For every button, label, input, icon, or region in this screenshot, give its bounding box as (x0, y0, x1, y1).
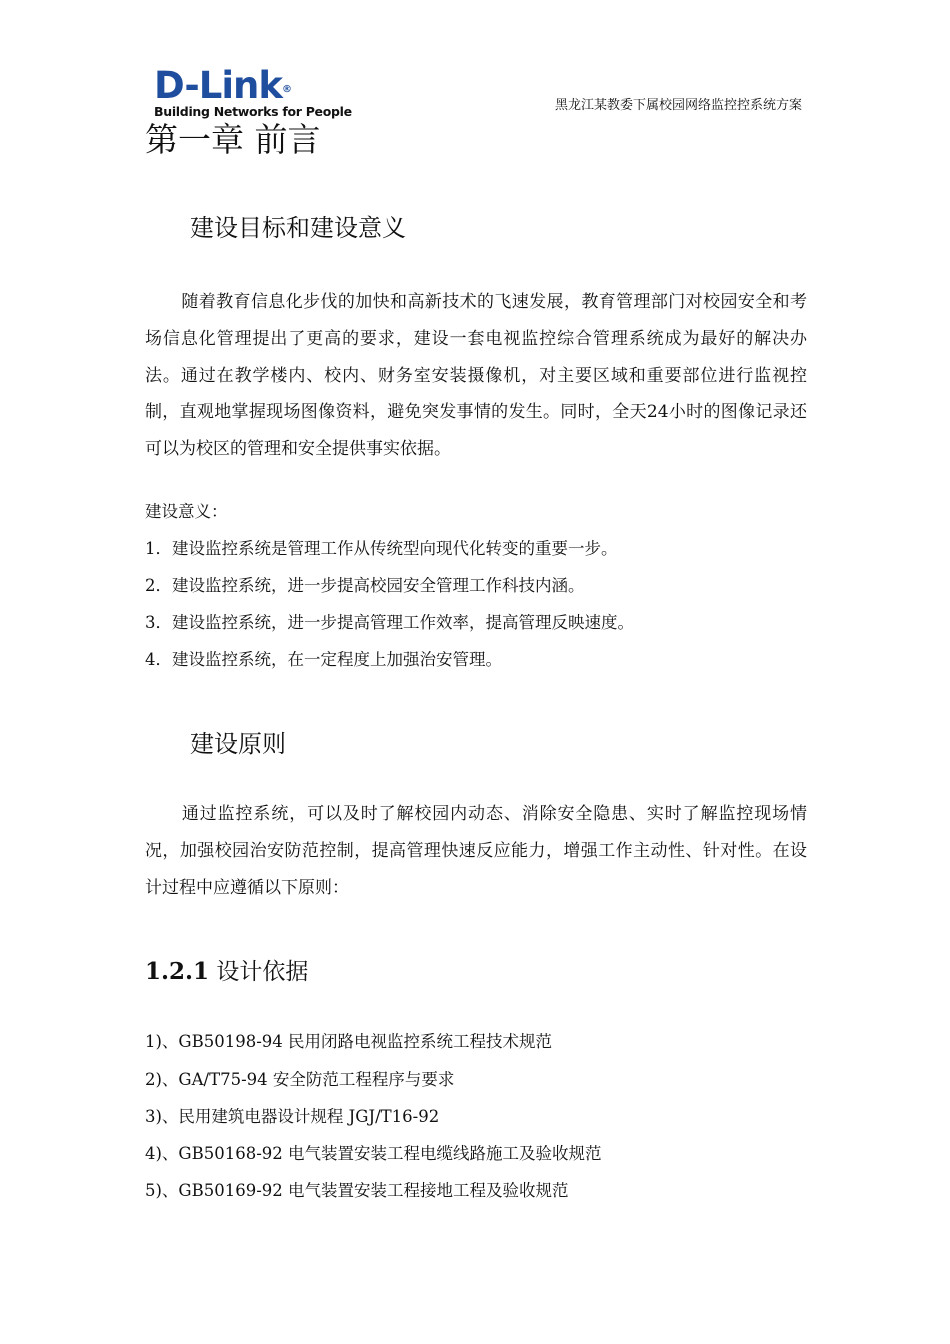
logo-wordmark (154, 66, 291, 106)
principles-paragraph (145, 796, 807, 906)
basis-item: 3)、民用建筑电器设计规程 JGJ/T16-92 (145, 1107, 440, 1126)
logo-text: D-Link (154, 64, 282, 107)
logo-registered-mark: ® (281, 84, 291, 95)
chapter-title: 第一章 前言 (145, 120, 321, 159)
document-header-title: 黑龙江某教委下属校园网络监控控系统方案 (554, 98, 802, 113)
principles-paragraph-text: 通过监控系统，可以及时了解校园内动态、消除安全隐患、实时了解监控现场情况，加强校园治安防范控制，提高管理快速反应能力，增强工作主动性、针对性。在设计过程中应遵循以下原则： (145, 804, 807, 898)
significance-item: 4．建设监控系统，在一定程度上加强治安管理。 (145, 650, 502, 669)
goals-paragraph (145, 284, 807, 468)
section-title-principles: 建设原则 (190, 730, 286, 758)
basis-item: 1)、GB50198-94 民用闭路电视监控系统工程技术规范 (145, 1032, 553, 1051)
significance-item: 3．建设监控系统，进一步提高管理工作效率，提高管理反映速度。 (145, 613, 634, 632)
section-title-goals: 建设目标和建设意义 (190, 214, 406, 242)
basis-item: 4)、GB50168-92 电气装置安装工程电缆线路施工及验收规范 (145, 1144, 602, 1163)
significance-item: 2．建设监控系统，进一步提高校园安全管理工作科技内涵。 (145, 576, 585, 595)
basis-item: 2)、GA/T75-94 安全防范工程程序与要求 (145, 1070, 455, 1089)
basis-item: 5)、GB50169-92 电气装置安装工程接地工程及验收规范 (145, 1181, 569, 1200)
logo-tagline: Building Networks for People (154, 104, 352, 119)
goals-paragraph-text: 随着教育信息化步伐的加快和高新技术的飞速发展，教育管理部门对校园安全和考场信息化管理提出了更高的要求，建设一套电视监控综合管理系统成为最好的解决办法。通过在教学楼内、校内、财务室安装摄像机，对主要区域和重要部位进行监视控制，直观地掌握现场图像资料，避免突发事情的发生。同时，全天24小时的图像记录还可以为校区的管理和安全提供事实依据。 (145, 292, 807, 460)
dlink-logo (150, 64, 352, 126)
section-title-text: 设计依据 (216, 959, 309, 985)
section-title-design-basis (145, 957, 308, 987)
significance-item: 1．建设监控系统是管理工作从传统型向现代化转变的重要一步。 (145, 539, 618, 558)
section-number: 1.2.1 (145, 958, 210, 985)
significance-label: 建设意义： (145, 502, 228, 521)
